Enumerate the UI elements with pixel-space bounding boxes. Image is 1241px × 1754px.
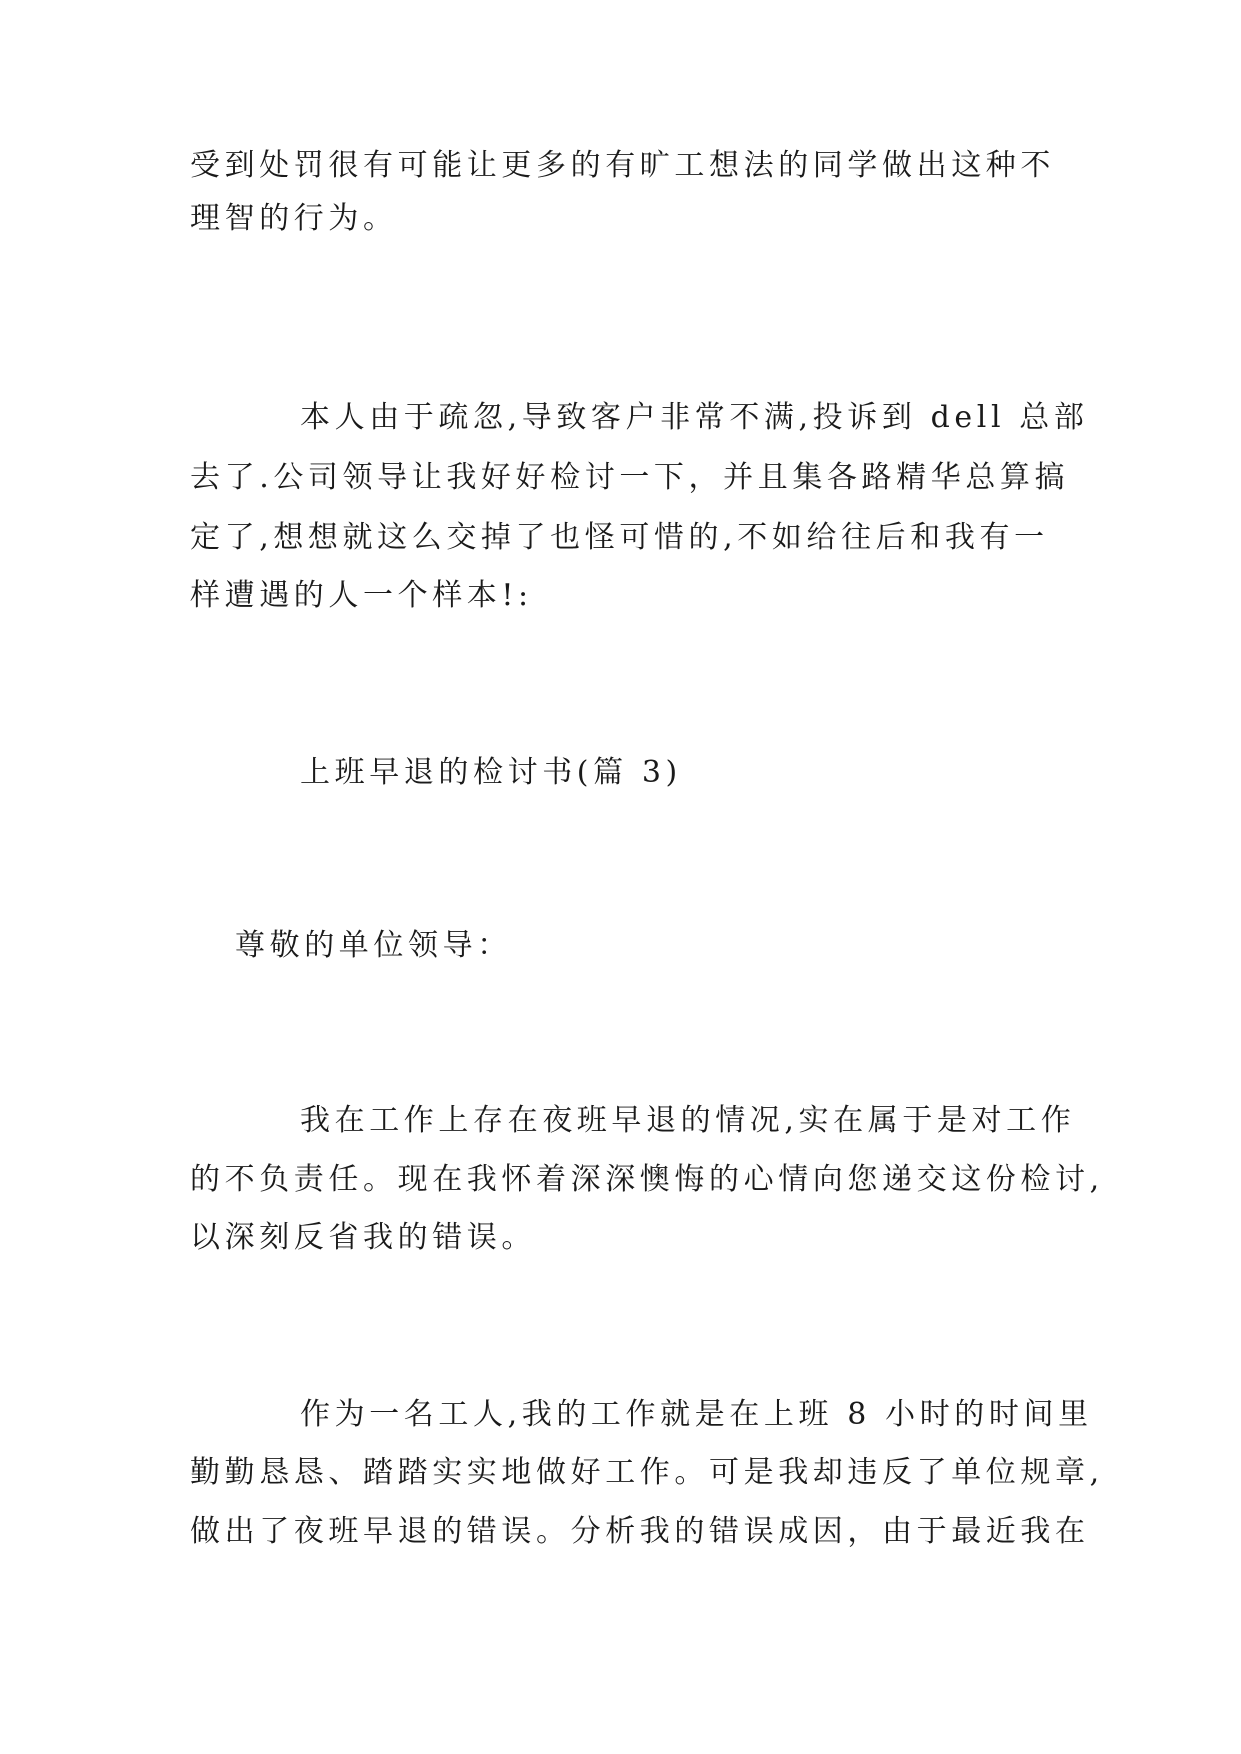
paragraph-3-line-3: 以深刻反省我的错误。 (190, 1220, 536, 1255)
paragraph-3-line-2: 的不负责任。现在我怀着深深懊悔的心情向您递交这份检讨, (190, 1162, 1104, 1197)
paragraph-4-line-3: 做出了夜班早退的错误。分析我的错误成因，由于最近我在 (190, 1514, 1090, 1549)
paragraph-2-line-1: 本人由于疏忽,导致客户非常不满,投诉到 dell 总部 (300, 400, 1089, 435)
paragraph-3-line-1: 我在工作上存在夜班早退的情况,实在属于是对工作 (300, 1103, 1076, 1138)
paragraph-1-line-2: 理智的行为。 (190, 201, 398, 236)
paragraph-4-line-2: 勤勤恳恳、踏踏实实地做好工作。可是我却违反了单位规章, (190, 1455, 1104, 1490)
section-title: 上班早退的检讨书(篇 3) (300, 755, 682, 790)
salutation: 尊敬的单位领导： (235, 928, 512, 963)
paragraph-2-line-3: 定了,想想就这么交掉了也怪可惜的,不如给往后和我有一 (190, 520, 1049, 555)
paragraph-1-line-1: 受到处罚很有可能让更多的有旷工想法的同学做出这种不 (190, 148, 1055, 183)
paragraph-2-line-4: 样遭遇的人一个样本!: (190, 578, 533, 613)
paragraph-4-line-1: 作为一名工人,我的工作就是在上班 8 小时的时间里 (300, 1397, 1093, 1432)
paragraph-2-line-2: 去了.公司领导让我好好检讨一下，并且集各路精华总算搞 (190, 460, 1070, 495)
